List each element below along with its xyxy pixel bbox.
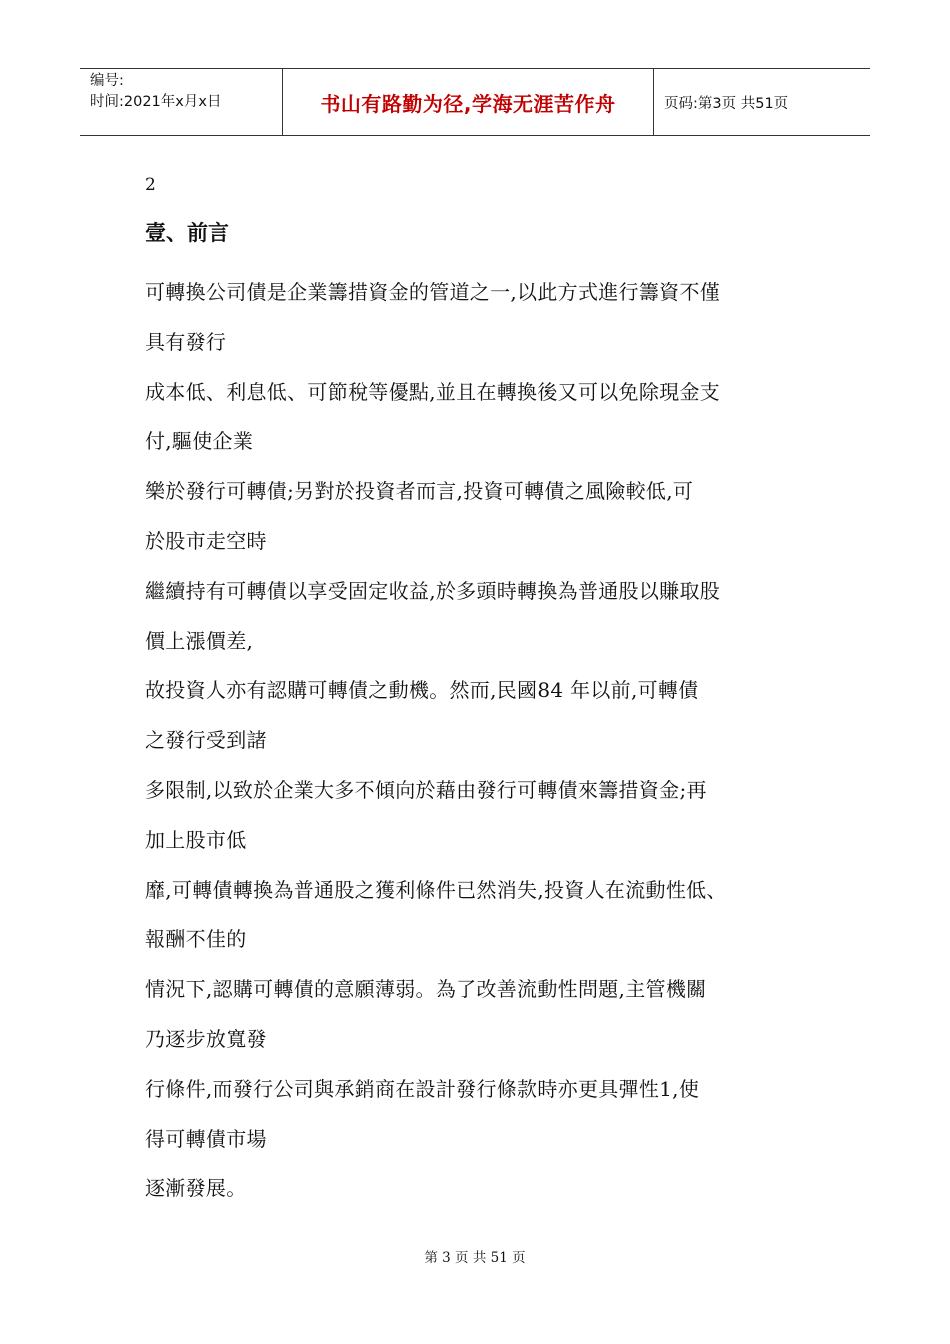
page-header <box>80 68 870 136</box>
text-line: 故投資人亦有認購可轉債之動機。然而,民國84 年以前,可轉債 <box>145 678 699 703</box>
text-line: 逐漸發展。 <box>145 1176 247 1201</box>
document-body <box>145 170 825 1214</box>
text-line: 多限制,以致於企業大多不傾向於藉由發行可轉債來籌措資金;再 <box>145 777 707 802</box>
header-meta <box>80 69 282 135</box>
document-number-label: 编号: <box>90 73 124 89</box>
text-line: 付,驅使企業 <box>145 429 254 454</box>
page-marker: 2 <box>145 175 156 195</box>
document-date-label: 时间:2021年x月x日 <box>90 94 222 110</box>
page-footer: 第 3 页 共 51 页 <box>424 1250 526 1266</box>
text-line: 報酬不佳的 <box>145 927 247 952</box>
text-line: 得可轉債市場 <box>145 1126 267 1151</box>
text-line: 情況下,認購可轉債的意願薄弱。為了改善流動性問題,主管機關 <box>145 977 707 1002</box>
text-line: 靡,可轉債轉換為普通股之獲利條件已然消失,投資人在流動性低、 <box>145 877 727 902</box>
text-line: 加上股市低 <box>145 827 247 852</box>
header-page-info: 页码:第3页 共51页 <box>664 95 789 112</box>
text-line: 行條件,而發行公司與承銷商在設計發行條款時亦更具彈性1,使 <box>145 1076 700 1101</box>
text-line: 成本低、利息低、可節稅等優點,並且在轉換後又可以免除現金支 <box>145 379 721 404</box>
body-paragraph <box>145 268 825 1214</box>
text-line: 樂於發行可轉債;另對於投資者而言,投資可轉債之風險較低,可 <box>145 479 694 504</box>
text-line: 繼續持有可轉債以享受固定收益,於多頭時轉換為普通股以賺取股 <box>145 578 721 603</box>
text-line: 於股市走空時 <box>145 528 267 553</box>
text-line: 具有發行 <box>145 329 227 354</box>
text-line: 乃逐步放寬發 <box>145 1026 267 1051</box>
section-title: 壹、前言 <box>145 220 229 245</box>
text-line: 可轉換公司債是企業籌措資金的管道之一,以此方式進行籌資不僅 <box>145 280 721 304</box>
header-motto: 书山有路勤为径,学海无涯苦作舟 <box>282 69 654 135</box>
text-line: 之發行受到諸 <box>145 728 267 753</box>
text-line: 價上漲價差, <box>145 628 254 653</box>
